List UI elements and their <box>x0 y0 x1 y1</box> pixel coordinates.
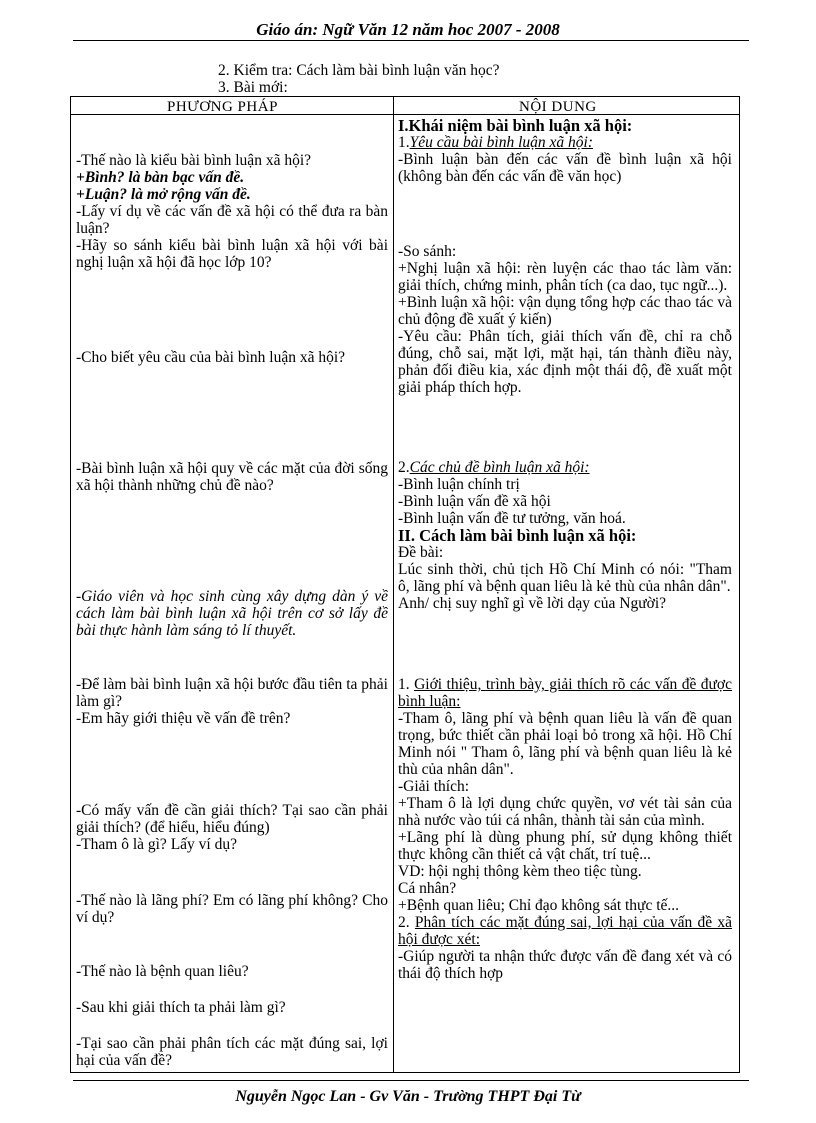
question: -Lấy ví dụ về các vấn đề xã hội có thể đưa ra bàn luận? <box>76 203 388 237</box>
question: -Bài bình luận xã hội quy về các mặt của đời sống xã hội thành những chủ đề nào? <box>76 460 388 494</box>
subheading-number: 1. <box>398 134 410 151</box>
content-line: Lúc sinh thời, chủ tịch Hồ Chí Minh có nói: "Tham ô, lãng phí và bệnh quan liêu là kẻ thù của nhân dân". <box>398 561 732 595</box>
question: -Tại sao cần phải phân tích các mặt đúng sai, lợi hại của vấn đề? <box>76 1035 388 1069</box>
question: -Sau khi giải thích ta phải làm gì? <box>76 999 286 1016</box>
content-line: +Lãng phí là dùng phung phí, sử dụng không thiết thực không cần thiết cả vật chất, trí tuệ... <box>398 829 732 863</box>
subheading <box>398 914 732 948</box>
note-bold: +Luận? là mở rộng vấn đề. <box>76 186 251 203</box>
column-divider <box>393 97 394 1072</box>
content-line: Cá nhân? <box>398 880 457 897</box>
content-line: -Yêu cầu: Phân tích, giải thích vấn đề, chỉ ra chỗ đúng, chỗ sai, mặt lợi, mặt hại, tán thành điều này, phản đối điều kia, xác định một thái độ, đề xuất một giải pháp thích hợp. <box>398 328 732 396</box>
right-column-header: NỘI DUNG <box>519 99 597 115</box>
content-line: -Giúp người ta nhận thức được vấn đề đang xét và có thái độ thích hợp <box>398 948 732 982</box>
right-block <box>398 459 732 612</box>
question: -Tham ô là gì? Lấy ví dụ? <box>76 836 237 853</box>
section-heading-2: II. Cách làm bài bình luận xã hội: <box>398 526 637 545</box>
content-line: Anh/ chị suy nghĩ gì về lời dạy của Người? <box>398 595 667 612</box>
question: -Thế nào là lãng phí? Em có lãng phí không? Cho ví dụ? <box>76 892 388 926</box>
subheading-text: Giới thiệu, trình bày, giải thích rõ các vấn đề được bình luận: <box>398 676 732 710</box>
header-rule <box>73 40 749 41</box>
subheading-number: 2. <box>398 914 410 931</box>
content-line: -Bình luận vấn đề tư tưởng, văn hoá. <box>398 510 626 527</box>
question: -Em hãy giới thiệu về vấn đề trên? <box>76 710 291 727</box>
subheading <box>398 676 732 710</box>
content-line: Đề bài: <box>398 544 444 561</box>
right-block <box>398 243 732 396</box>
question: -Cho biết yêu cầu của bài bình luận xã hội? <box>76 349 346 366</box>
right-block <box>398 676 732 982</box>
content-line: -Bình luận vấn đề xã hội <box>398 493 551 510</box>
intro-new-lesson-line: 3. Bài mới: <box>218 79 288 96</box>
content-line: -Bình luận bàn đến các vấn đề bình luận xã hội (không bàn đến các vấn đề văn học) <box>398 151 732 185</box>
question: -Để làm bài bình luận xã hội bước đầu tiên ta phải làm gì? <box>76 676 388 710</box>
intro-check-line: 2. Kiểm tra: Cách làm bài bình luận văn học? <box>218 62 500 79</box>
content-line: -So sánh: <box>398 243 457 260</box>
page-footer: Nguyễn Ngọc Lan - Gv Văn - Trường THPT Đại Từ <box>235 1088 581 1105</box>
content-line: -Bình luận chính trị <box>398 476 520 493</box>
section-heading-1: I.Khái niệm bài bình luận xã hội: <box>398 116 633 135</box>
footer-rule <box>73 1080 749 1081</box>
content-line: +Bình luận xã hội: vận dụng tổng hợp các thao tác và chủ động đề xuất ý kiến) <box>398 294 732 328</box>
subheading-text: Các chủ đề bình luận xã hội: <box>409 459 590 476</box>
left-block <box>76 802 388 853</box>
left-column-header: PHƯƠNG PHÁP <box>167 99 278 115</box>
subheading-text: Yêu cầu bài bình luận xã hội: <box>409 134 594 151</box>
subheading-number: 1. <box>398 676 410 693</box>
content-line: -Tham ô, lãng phí và bệnh quan liêu là vấn đề quan trọng, bức thiết cần phải loại bỏ trong xã hội. Hồ Chí Minh nói " Tham ô, lãng phí và bệnh quan liêu là kẻ thù của nhân dân". <box>398 710 732 778</box>
right-block <box>398 117 732 185</box>
note-bold: +Bình? là bàn bạc vấn đề. <box>76 169 245 186</box>
table-header-rule <box>71 114 739 115</box>
question: -Thế nào là kiểu bài bình luận xã hội? <box>76 152 312 169</box>
subheading-number: 2. <box>398 459 410 476</box>
content-line: -Giải thích: <box>398 778 470 795</box>
question: -Thế nào là bệnh quan liêu? <box>76 963 249 980</box>
content-line: +Bệnh quan liêu; Chỉ đạo không sát thực tế... <box>398 897 680 914</box>
left-block <box>76 152 388 271</box>
question: -Hãy so sánh kiểu bài bình luận xã hội với bài nghị luận xã hội đã học lớp 10? <box>76 237 388 271</box>
content-line: +Tham ô là lợi dụng chức quyền, vơ vét tài sản của nhà nước vào túi cá nhân, thành tài sản của mình. <box>398 795 732 829</box>
page-header-title: Giáo án: Ngữ Văn 12 năm hoc 2007 - 2008 <box>256 20 560 39</box>
teacher-note: -Giáo viên và học sinh cùng xây dựng dàn ý về cách làm bài bình luận xã hội trên cơ sở lấy đề bài thực hành làm sáng tỏ lí thuyết. <box>76 588 388 639</box>
subheading-text: Phân tích các mặt đúng sai, lợi hại của vấn đề xã hội được xét: <box>398 914 732 948</box>
left-block <box>76 676 388 727</box>
subheading <box>398 459 732 476</box>
question: -Có mấy vấn đề cần giải thích? Tại sao cần phải giải thích? (để hiểu, hiểu đúng) <box>76 802 388 836</box>
content-line: +Nghị luận xã hội: rèn luyện các thao tác làm văn: giải thích, chứng minh, phân tích (ca dao, tục ngữ...). <box>398 260 732 294</box>
content-line: VD: hội nghị thông kèm theo tiệc tùng. <box>398 863 642 880</box>
subheading <box>398 134 732 151</box>
